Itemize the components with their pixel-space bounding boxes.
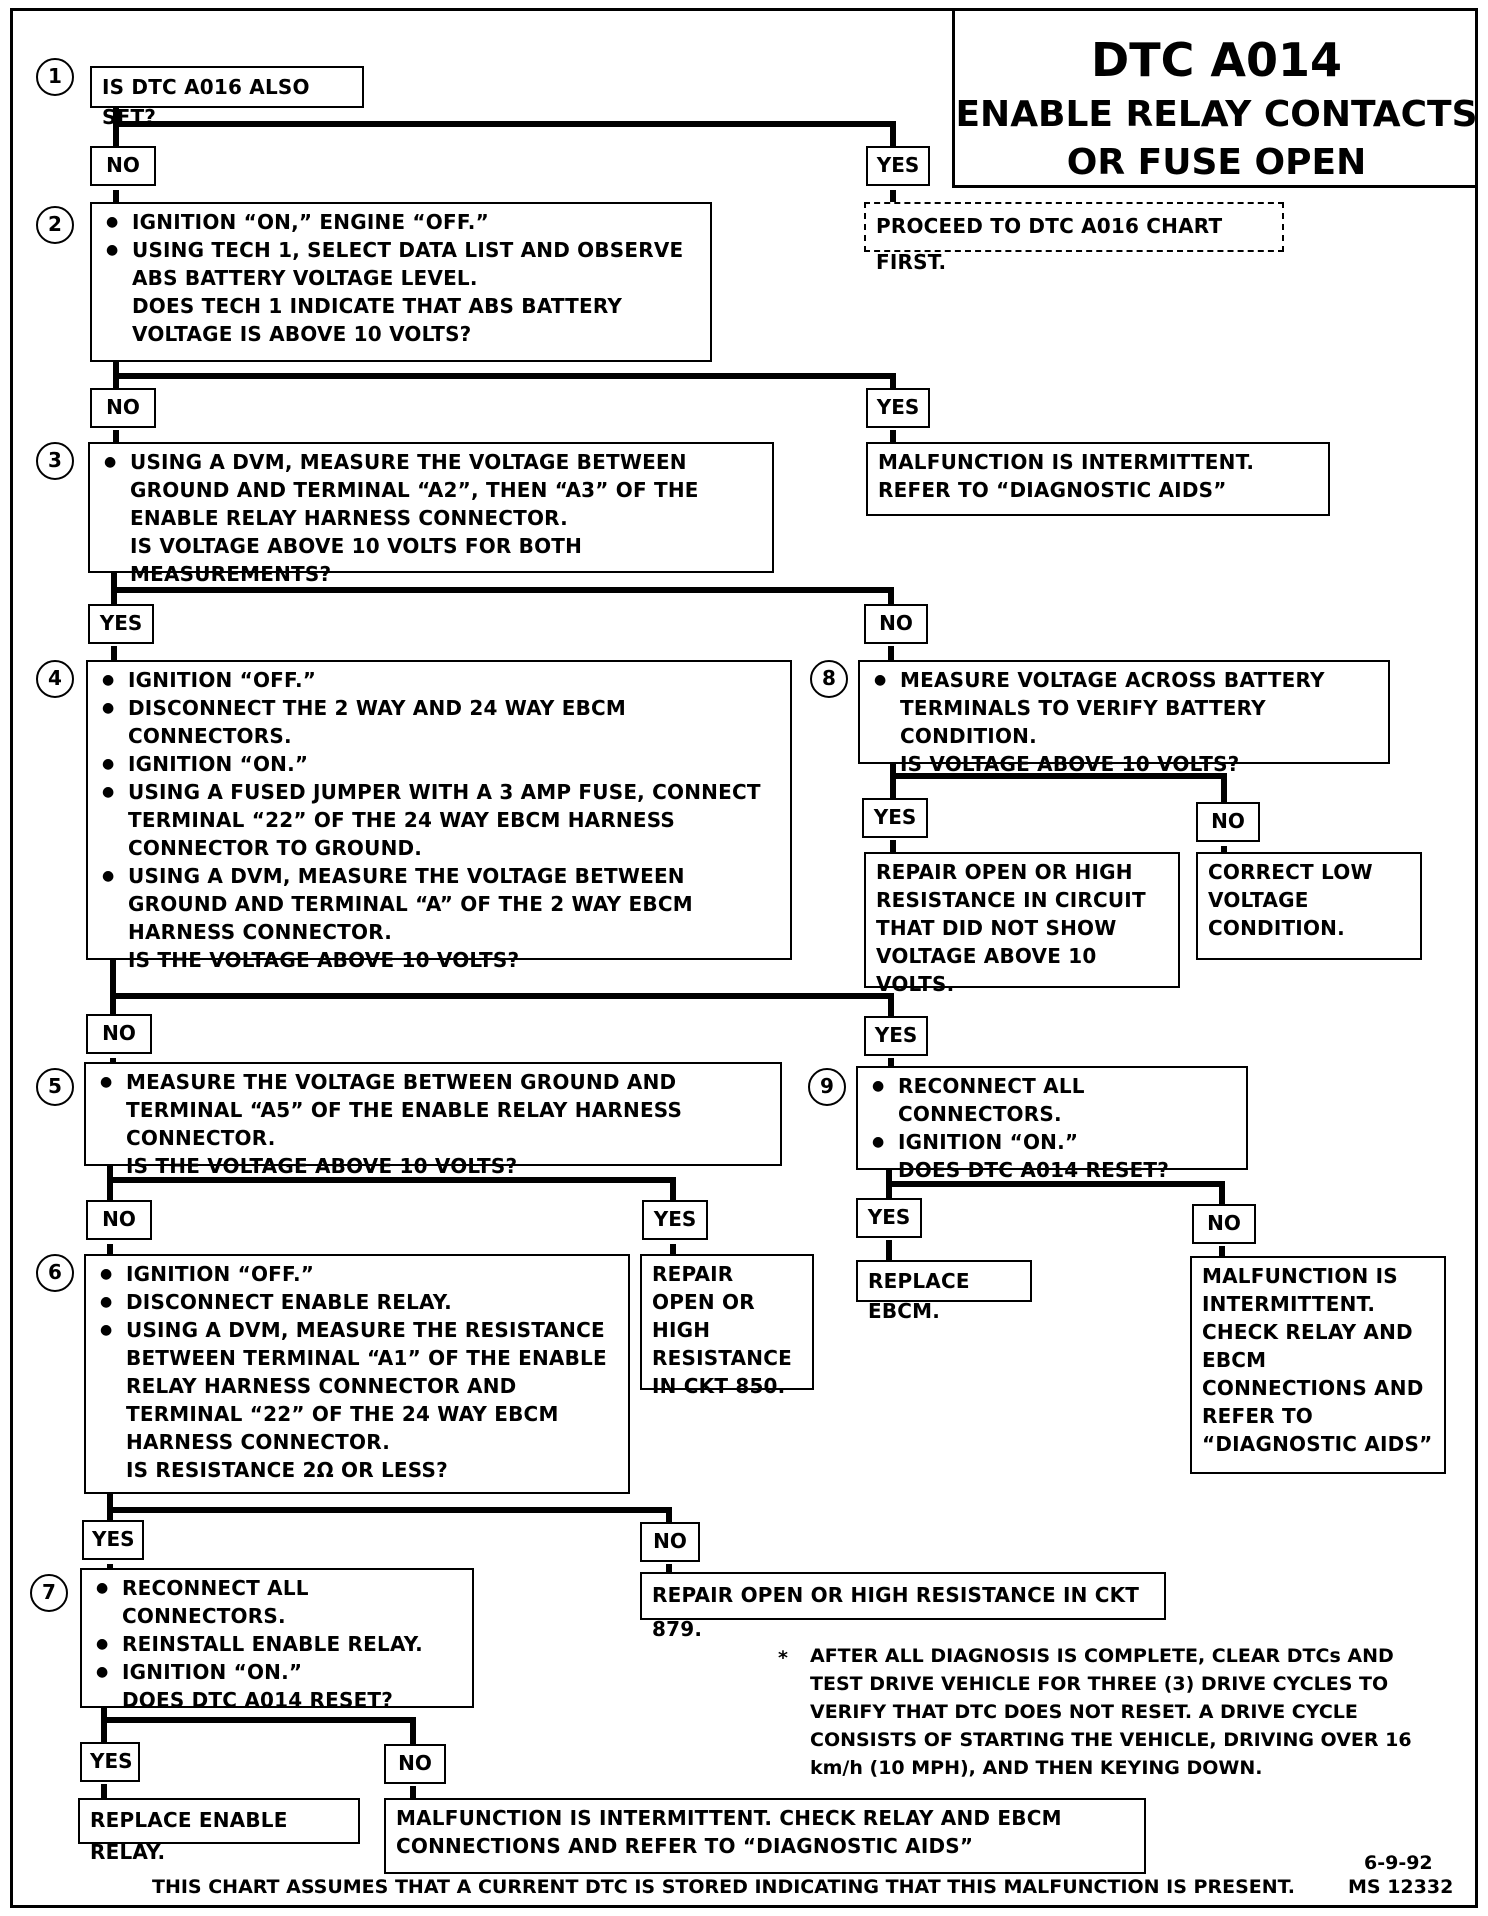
- step-4-bullet: ● DISCONNECT THE 2 WAY AND 24 WAY EBCM CONNECTORS.: [128, 694, 780, 750]
- step-2-question: DOES TECH 1 INDICATE THAT ABS BATTERY VOLTAGE IS ABOVE 10 VOLTS?: [132, 294, 623, 346]
- step-2-no-label: NO: [90, 388, 156, 428]
- note-asterisk: *: [778, 1647, 788, 1669]
- result-intermittent-7: MALFUNCTION IS INTERMITTENT. CHECK RELAY AND EBCM CONNECTIONS AND REFER TO “DIAGNOSTIC AIDS”: [384, 1798, 1146, 1874]
- step-3-yes-label: YES: [88, 604, 154, 644]
- step-9-yes-label: YES: [856, 1198, 922, 1238]
- step-number-7: 7: [30, 1574, 68, 1612]
- step-2-yes-label: YES: [866, 388, 930, 428]
- result-proceed-a016: PROCEED TO DTC A016 CHART FIRST.: [864, 202, 1284, 252]
- step-number-2: 2: [36, 206, 74, 244]
- step-4-no-label: NO: [86, 1014, 152, 1054]
- step-number-6: 6: [36, 1254, 74, 1292]
- step-7-yes-label: YES: [80, 1742, 140, 1782]
- step-6-bullet: ● DISCONNECT ENABLE RELAY.: [126, 1288, 618, 1316]
- step-4-bullet: ● USING A FUSED JUMPER WITH A 3 AMP FUSE, CONNECT TERMINAL “22” OF THE 24 WAY EBCM HARNESS CONNECTOR TO GROUND.: [128, 778, 780, 862]
- step-5-bullet: ● MEASURE THE VOLTAGE BETWEEN GROUND AND TERMINAL “A5” OF THE ENABLE RELAY HARNESS CONNECTOR.: [126, 1068, 770, 1152]
- step-7-bullet: ● RECONNECT ALL CONNECTORS.: [122, 1574, 462, 1630]
- title-line1: ENABLE RELAY CONTACTS: [955, 94, 1478, 135]
- step-3-bullet: ● USING A DVM, MEASURE THE VOLTAGE BETWEEN GROUND AND TERMINAL “A2”, THEN “A3” OF THE ENABLE RELAY HARNESS CONNECTOR.: [130, 448, 762, 532]
- step-number-8: 8: [810, 660, 848, 698]
- step-5-question: IS THE VOLTAGE ABOVE 10 VOLTS?: [126, 1154, 518, 1178]
- step-number-3: 3: [36, 442, 74, 480]
- step-6-bullet: ● IGNITION “OFF.”: [126, 1260, 618, 1288]
- step-number-9: 9: [808, 1068, 846, 1106]
- step-3-box: [88, 442, 774, 586]
- step-3-question: IS VOLTAGE ABOVE 10 VOLTS FOR BOTH MEASUREMENTS?: [130, 534, 583, 586]
- step-6-question: IS RESISTANCE 2Ω OR LESS?: [126, 1458, 448, 1482]
- result-repair-circuit: REPAIR OPEN OR HIGH RESISTANCE IN CIRCUIT THAT DID NOT SHOW VOLTAGE ABOVE 10 VOLTS.: [864, 852, 1180, 988]
- step-6-no-label: NO: [640, 1522, 700, 1562]
- step-6-yes-label: YES: [82, 1520, 144, 1560]
- step-9-bullet: ● RECONNECT ALL CONNECTORS.: [898, 1072, 1236, 1128]
- step-number-4: 4: [36, 660, 74, 698]
- dtc-code: DTC A014: [1091, 33, 1342, 87]
- step-2-bullet: ● USING TECH 1, SELECT DATA LIST AND OBSERVE ABS BATTERY VOLTAGE LEVEL.: [132, 236, 700, 292]
- footer-assumption: THIS CHART ASSUMES THAT A CURRENT DTC IS STORED INDICATING THAT THIS MALFUNCTION IS PRESENT.: [152, 1876, 1295, 1898]
- step-1-yes-label: YES: [866, 146, 930, 186]
- footer-date: 6-9-92: [1364, 1852, 1433, 1874]
- result-intermittent-9: MALFUNCTION IS INTERMITTENT. CHECK RELAY AND EBCM CONNECTIONS AND REFER TO “DIAGNOSTIC AIDS”: [1190, 1256, 1446, 1474]
- result-replace-ebcm: REPLACE EBCM.: [856, 1260, 1032, 1302]
- step-6-bullet: ● USING A DVM, MEASURE THE RESISTANCE BETWEEN TERMINAL “A1” OF THE ENABLE RELAY HARNESS CONNECTOR AND TERMINAL “22” OF THE 24 WAY EBCM HARNESS CONNECTOR.: [126, 1316, 618, 1456]
- step-5-no-label: NO: [86, 1200, 152, 1240]
- result-intermittent-2: MALFUNCTION IS INTERMITTENT. REFER TO “DIAGNOSTIC AIDS”: [866, 442, 1330, 516]
- result-repair-ckt879: REPAIR OPEN OR HIGH RESISTANCE IN CKT 879.: [640, 1572, 1166, 1620]
- step-4-bullet: ● USING A DVM, MEASURE THE VOLTAGE BETWEEN GROUND AND TERMINAL “A” OF THE 2 WAY EBCM HARNESS CONNECTOR.: [128, 862, 780, 946]
- step-4-question: IS THE VOLTAGE ABOVE 10 VOLTS?: [128, 948, 520, 972]
- step-9-box: [856, 1066, 1248, 1182]
- step-8-no-label: NO: [1196, 802, 1260, 842]
- step-9-question: DOES DTC A014 RESET?: [898, 1158, 1170, 1182]
- step-8-bullet: ● MEASURE VOLTAGE ACROSS BATTERY TERMINALS TO VERIFY BATTERY CONDITION.: [900, 666, 1378, 750]
- step-5-box: [84, 1062, 782, 1178]
- step-7-question: DOES DTC A014 RESET?: [122, 1688, 394, 1712]
- step-9-no-label: NO: [1192, 1204, 1256, 1244]
- footer-ref: MS 12332: [1348, 1876, 1454, 1898]
- step-9-bullet: ● IGNITION “ON.”: [898, 1128, 1236, 1156]
- step-1-no-label: NO: [90, 146, 156, 186]
- step-8-question: IS VOLTAGE ABOVE 10 VOLTS?: [900, 752, 1240, 776]
- result-low-voltage: CORRECT LOW VOLTAGE CONDITION.: [1196, 852, 1422, 960]
- step-1-box: [90, 66, 364, 129]
- step-8-yes-label: YES: [862, 798, 928, 838]
- step-3-no-label: NO: [864, 604, 928, 644]
- result-repair-ckt850: REPAIR OPEN OR HIGH RESISTANCE IN CKT 850.: [640, 1254, 814, 1390]
- step-6-box: [84, 1254, 630, 1494]
- title-line2: OR FUSE OPEN: [1066, 142, 1367, 183]
- step-7-no-label: NO: [384, 1744, 446, 1784]
- step-5-yes-label: YES: [642, 1200, 708, 1240]
- step-4-yes-label: YES: [864, 1016, 928, 1056]
- result-replace-relay: REPLACE ENABLE RELAY.: [78, 1798, 360, 1844]
- step-1-question: IS DTC A016 ALSO SET?: [102, 75, 310, 129]
- step-number-5: 5: [36, 1068, 74, 1106]
- step-2-box: [90, 202, 712, 362]
- step-7-bullet: ● IGNITION “ON.”: [122, 1658, 462, 1686]
- step-2-bullet: ● IGNITION “ON,” ENGINE “OFF.”: [132, 208, 700, 236]
- note-text: AFTER ALL DIAGNOSIS IS COMPLETE, CLEAR DTCs AND TEST DRIVE VEHICLE FOR THREE (3) DRIVE CYCLES TO VERIFY THAT DTC DOES NOT RESET. A DRIVE CYCLE CONSISTS OF STARTING THE VEHICLE, DRIVING OVER 16 km/h (10 MPH), AND THEN KEYING DOWN.: [810, 1645, 1412, 1779]
- step-7-bullet: ● REINSTALL ENABLE RELAY.: [122, 1630, 462, 1658]
- step-number-1: 1: [36, 58, 74, 96]
- step-8-box: [858, 660, 1390, 776]
- step-4-bullet: ● IGNITION “OFF.”: [128, 666, 780, 694]
- title-block: [952, 8, 1478, 188]
- step-7-box: [80, 1568, 474, 1712]
- step-4-bullet: ● IGNITION “ON.”: [128, 750, 780, 778]
- step-4-box: [86, 660, 792, 972]
